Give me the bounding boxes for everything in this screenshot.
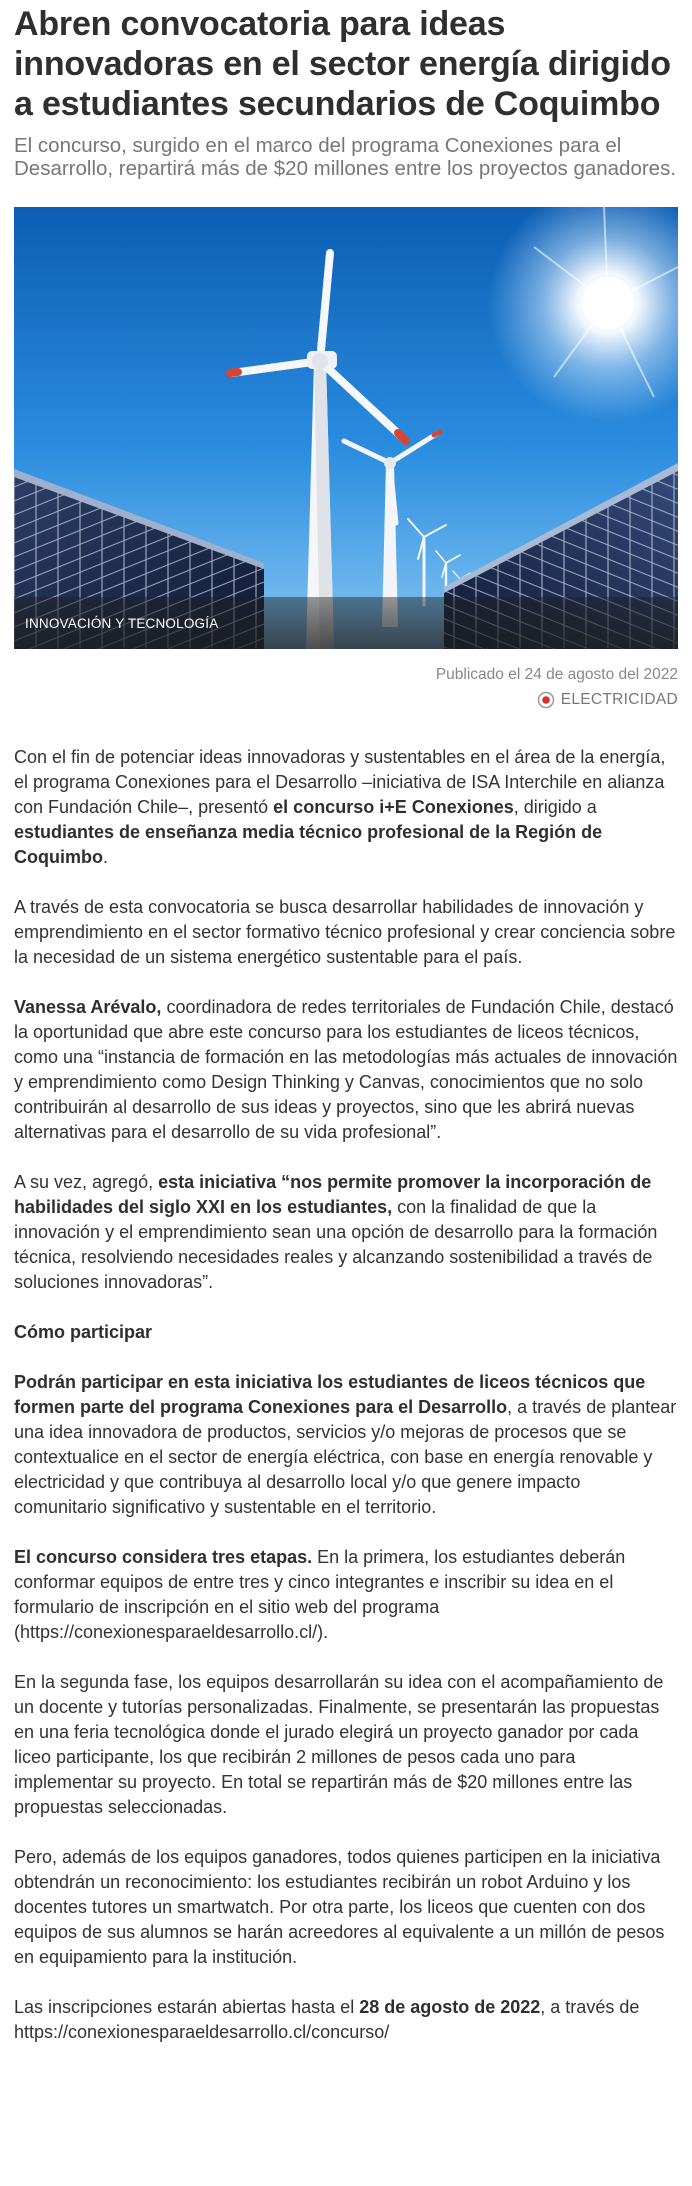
paragraph-text: .: [102, 847, 108, 867]
paragraph-text: Las inscripciones estarán abiertas hasta el: [14, 1997, 360, 2017]
paragraph-text: En la primera, los estudiantes deberán conformar equipos de entre tres y cinco integrantes e inscribir su idea en el formulario de inscripción en el sitio web del programa (https://conexionesparaeldesarrollo.cl/).: [14, 1547, 626, 1642]
paragraph-8: Pero, además de los equipos ganadores, todos quienes participen en la iniciativa obtendrán un reconocimiento: los estudiantes recibirán un robot Arduino y los docentes tutores un smartwatch. Por otra parte, los liceos que cuenten con dos equipos de sus alumnos se harán acreedores al equivalente a un millón de pesos en equipamiento para la institución.: [14, 1847, 665, 1967]
article-meta: [14, 665, 678, 715]
tag-electricidad[interactable]: [537, 690, 678, 710]
paragraph-text: A su vez, agregó,: [14, 1172, 159, 1192]
paragraph-bold: el concurso i+E Conexiones: [273, 797, 514, 817]
tag-label: ELECTRICIDAD: [560, 691, 678, 708]
paragraph-7: En la segunda fase, los equipos desarrollarán su idea con el acompañamiento de un docente y tutorías personalizadas. Finalmente, se presentarán las propuestas en una feria tecnológica donde el jurado elegirá un proyecto ganador por cada liceo participante, los que recibirán 2 millones de pesos cada uno para implementar su proyecto. En total se repartirán más de $20 millones entre las propuestas seleccionadas.: [14, 1672, 664, 1817]
paragraph-text: con la finalidad de que la innovación y el emprendimiento sean una opción de desarrollo para la formación técnica, resolviendo necesidades reales y alcanzando sostenibilidad a través de soluciones innovadoras”.: [14, 1197, 658, 1292]
article-body: [14, 745, 678, 2045]
paragraph-text: , a través de plantear una idea innovadora de productos, servicios y/o mejoras de procesos que se contextualice en el sector de energía eléctrica, con base en energía renovable y electricidad y que contribuya al desarrollo local y/o que genere impacto comunitario significativo y sustentable en el territorio.: [14, 1397, 677, 1517]
article: [14, 0, 678, 2045]
paragraph-9: [14, 1995, 678, 2045]
paragraph-4: [14, 1170, 678, 1295]
paragraph-bold: Vanessa Arévalo,: [14, 997, 162, 1017]
circle-dot-icon: [537, 691, 555, 709]
paragraph-text: , dirigido a: [513, 797, 597, 817]
published-date: Publicado el 24 de agosto del 2022: [435, 666, 678, 683]
hero-image[interactable]: [14, 207, 678, 649]
section-heading-text: Cómo participar: [14, 1322, 153, 1342]
paragraph-1: [14, 745, 678, 870]
article-subtitle: El concurso, surgido en el marco del programa Conexiones para el Desarrollo, repartirá más de $20 millones entre los proyectos ganadores.: [14, 134, 677, 180]
paragraph-text: Con el fin de potenciar ideas innovadoras y sustentables en el área de la energía, el programa Conexiones para el Desarrollo –iniciativa de ISA Interchile en alianza con Fundación Chile–, presentó: [14, 747, 666, 817]
paragraph-bold: estudiantes de enseñanza media técnico profesional de la Región de Coquimbo: [14, 822, 603, 867]
paragraph-bold: esta iniciativa “nos permite promover la incorporación de habilidades del siglo XXI en los estudiantes,: [14, 1172, 652, 1217]
paragraph-6: [14, 1545, 678, 1645]
paragraph-bold: 28 de agosto de 2022: [359, 1997, 541, 2017]
paragraph-5: [14, 1370, 678, 1520]
hero-category-label[interactable]: INNOVACIÓN Y TECNOLOGÍA: [14, 597, 678, 649]
section-heading: [14, 1320, 678, 1345]
paragraph-text: , a través de https://conexionesparaeldesarrollo.cl/concurso/: [14, 1997, 640, 2042]
article-title: Abren convocatoria para ideas innovadoras en el sector energía dirigido a estudiantes secundarios de Coquimbo: [14, 5, 671, 123]
paragraph-bold: Podrán participar en esta iniciativa los estudiantes de liceos técnicos que formen parte del programa Conexiones para el Desarrollo: [14, 1372, 646, 1417]
paragraph-3: [14, 995, 678, 1145]
paragraph-text: coordinadora de redes territoriales de Fundación Chile, destacó la oportunidad que abre este concurso para los estudiantes de liceos técnicos, como una “instancia de formación en las metodologías más actuales de innovación y emprendimiento como Design Thinking y Canvas, conocimientos que no solo contribuirán al desarrollo de sus ideas y proyectos, sino que les abrirá nuevas alternativas para el desarrollo de su vida profesional”.: [14, 997, 678, 1142]
wind-turbines-solar-panels-photo: [14, 207, 678, 649]
paragraph-bold: El concurso considera tres etapas.: [14, 1547, 313, 1567]
paragraph-2: A través de esta convocatoria se busca desarrollar habilidades de innovación y emprendimiento en el sector formativo técnico profesional y crear conciencia sobre la necesidad de un sistema energético sustentable para el país.: [14, 897, 676, 967]
